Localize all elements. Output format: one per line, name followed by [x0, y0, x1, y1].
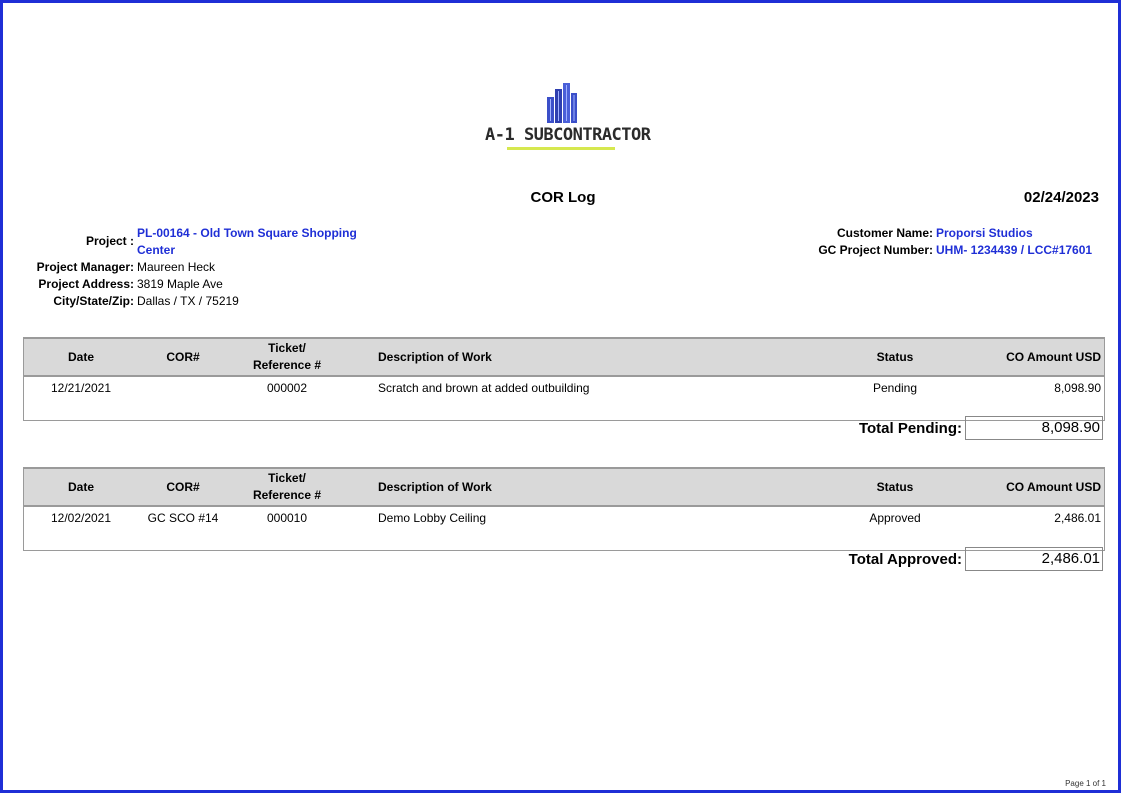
gc-number-link[interactable]: UHM- 1234439 / LCC#17601 — [936, 243, 1093, 257]
col-description: Description of Work — [346, 338, 832, 376]
cell-amount: 8,098.90 — [1054, 381, 1101, 395]
manager-label: Project Manager: — [36, 260, 134, 274]
pending-table — [23, 337, 1105, 421]
report-date: 02/24/2023 — [1023, 189, 1099, 206]
cell-description: Demo Lobby Ceiling — [378, 511, 487, 525]
page-number: Page 1 of 1 — [1065, 779, 1106, 788]
total-approved-value: 2,486.01 — [965, 547, 1103, 571]
col-ticket: Ticket/ Reference # — [228, 468, 346, 506]
table-row — [24, 376, 1105, 421]
gc-number-label: GC Project Number: — [818, 243, 933, 257]
total-pending-value: 8,098.90 — [965, 416, 1103, 440]
cell-cor — [138, 376, 228, 421]
customer-link[interactable]: Proporsi Studios — [936, 226, 1033, 240]
table-row — [24, 506, 1105, 551]
cell-date: 12/02/2021 — [50, 511, 112, 525]
cell-status: Pending — [872, 381, 918, 395]
project-label: Project : — [85, 234, 134, 248]
city-value: Dallas / TX / 75219 — [137, 294, 239, 308]
approved-table — [23, 467, 1105, 551]
cell-ticket: 000010 — [266, 511, 308, 525]
col-date: Date — [24, 338, 139, 376]
company-logo — [481, 83, 651, 155]
building-icon — [545, 83, 579, 123]
city-label: City/State/Zip: — [53, 294, 134, 308]
cell-date: 12/21/2021 — [50, 381, 112, 395]
project-link[interactable]: PL-00164 - Old Town Square Shopping — [137, 226, 357, 240]
col-cor: COR# — [138, 468, 228, 506]
project-link-line2[interactable]: Center — [137, 243, 176, 257]
cell-status: Approved — [869, 511, 921, 525]
col-status: Status — [832, 338, 958, 376]
customer-label: Customer Name: — [836, 226, 933, 240]
address-value: 3819 Maple Ave — [137, 277, 223, 291]
total-approved-label: Total Approved: — [848, 551, 962, 568]
cell-amount: 2,486.01 — [1054, 511, 1101, 525]
customer-info — [703, 225, 1092, 259]
col-ticket: Ticket/ Reference # — [228, 338, 346, 376]
col-amount: CO Amount USD — [958, 338, 1105, 376]
col-cor: COR# — [138, 338, 228, 376]
manager-value: Maureen Heck — [137, 260, 216, 274]
col-amount: CO Amount USD — [958, 468, 1105, 506]
address-label: Project Address: — [38, 277, 134, 291]
project-info — [23, 225, 357, 310]
cell-cor: GC SCO #14 — [147, 511, 219, 525]
cell-description: Scratch and brown at added outbuilding — [378, 381, 590, 395]
company-name: A-1 SUBCONTRACTOR — [485, 125, 651, 145]
col-status: Status — [832, 468, 958, 506]
logo-underline — [507, 147, 615, 150]
total-pending-label: Total Pending: — [858, 420, 962, 437]
report-title: COR Log — [530, 189, 596, 206]
col-description: Description of Work — [346, 468, 832, 506]
cell-ticket: 000002 — [266, 381, 308, 395]
col-date: Date — [24, 468, 139, 506]
